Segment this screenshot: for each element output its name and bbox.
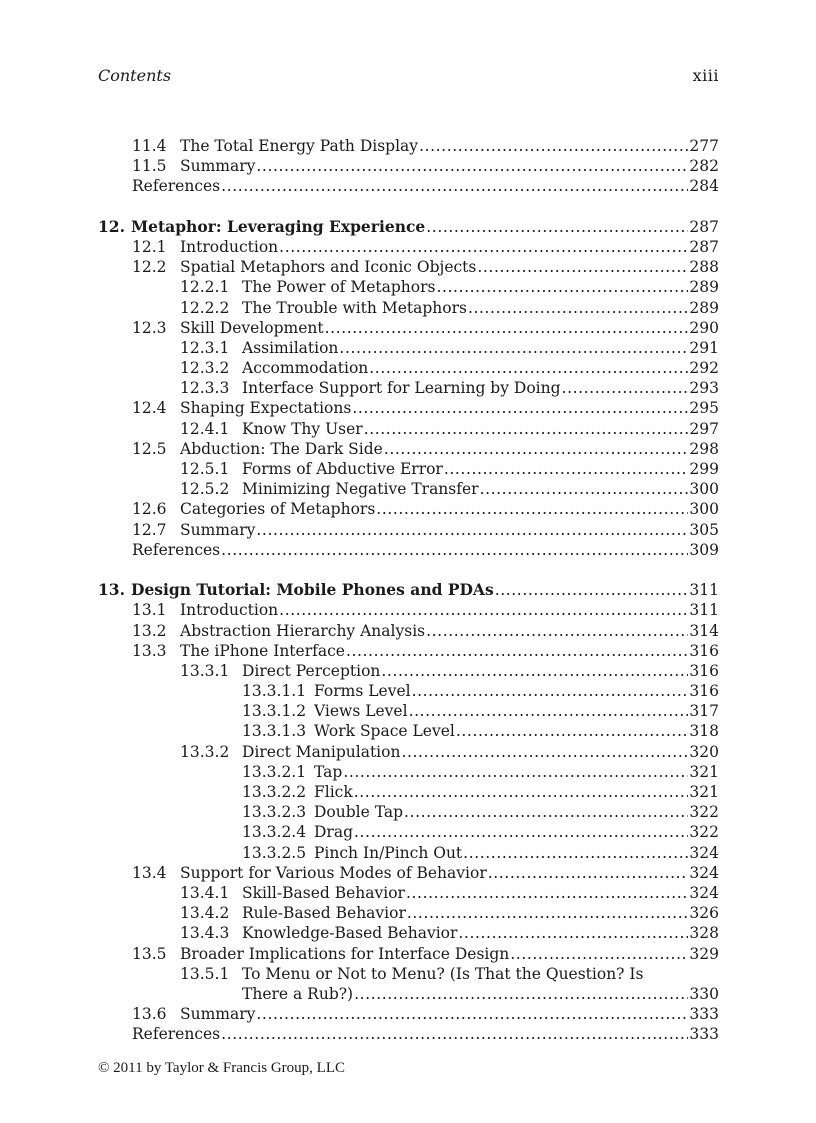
toc-entry[interactable] bbox=[98, 621, 719, 641]
toc-entry-page: 311 bbox=[689, 581, 719, 600]
toc-entry-title: Accommodation bbox=[242, 359, 369, 378]
toc-entry[interactable] bbox=[98, 176, 719, 196]
toc-entry-number: 13.3.1.3 bbox=[242, 722, 307, 741]
toc-entry[interactable] bbox=[98, 782, 719, 802]
toc-entry-page: 324 bbox=[689, 863, 719, 882]
toc-entry-title: Abduction: The Dark Side bbox=[180, 439, 383, 458]
toc-entry-title: Know Thy User bbox=[242, 419, 363, 438]
toc-entry-title: Abstraction Hierarchy Analysis bbox=[180, 621, 426, 640]
toc-entry-number: 11.4 bbox=[132, 137, 167, 155]
toc-entry-title: Summary bbox=[180, 520, 256, 539]
toc-entry-number: 13.6 bbox=[132, 1005, 167, 1024]
dot-leader bbox=[384, 439, 689, 459]
toc-entry-number: 12.3.1 bbox=[180, 338, 230, 357]
dot-leader bbox=[409, 701, 689, 721]
toc-entry-number: 13.3.2.2 bbox=[242, 783, 307, 801]
toc-entry[interactable] bbox=[98, 237, 719, 257]
toc-entry-page: 292 bbox=[689, 359, 719, 378]
toc-entry[interactable] bbox=[98, 136, 719, 156]
toc-entry[interactable] bbox=[98, 459, 719, 479]
dot-leader bbox=[325, 318, 689, 338]
copyright-notice: © 2011 by Taylor & Francis Group, LLC bbox=[98, 1060, 345, 1076]
toc-entry-title: Views Level bbox=[314, 702, 408, 721]
dot-leader bbox=[221, 1024, 688, 1044]
toc-entry-number: 13.1 bbox=[132, 601, 167, 620]
toc-entry-title: The iPhone Interface bbox=[180, 641, 345, 660]
toc-entry-number: 13.4 bbox=[132, 863, 167, 882]
toc-entry-number: 12.3.2 bbox=[180, 359, 230, 378]
toc-entry[interactable] bbox=[98, 398, 719, 418]
toc-entry-number: 13.4.1 bbox=[180, 883, 230, 902]
toc-entry[interactable] bbox=[98, 903, 719, 923]
running-head bbox=[98, 66, 719, 88]
toc-entry-page: 322 bbox=[689, 803, 719, 822]
toc-entry-number: 12. bbox=[98, 216, 125, 236]
toc-entry-title: To Menu or Not to Menu? (Is That the Question? Is bbox=[242, 964, 644, 983]
toc-entry-page: 309 bbox=[689, 540, 719, 559]
toc-entry-number: 13.4.3 bbox=[180, 924, 230, 943]
toc-entry-number: 12.4.1 bbox=[180, 419, 230, 438]
toc-entry[interactable] bbox=[98, 1004, 719, 1024]
toc-entry-number: 12.3.3 bbox=[180, 379, 230, 398]
toc-entry[interactable] bbox=[98, 701, 719, 721]
toc-entry-title: Tap bbox=[314, 762, 343, 781]
dot-leader bbox=[477, 257, 688, 277]
toc-entry-title: The Trouble with Metaphors bbox=[242, 298, 467, 317]
toc-entry-title: Work Space Level bbox=[314, 722, 455, 741]
toc-entry[interactable] bbox=[98, 156, 719, 176]
toc-entry-title: Design Tutorial: Mobile Phones and PDAs bbox=[131, 580, 494, 600]
toc-entry-page: 324 bbox=[689, 883, 719, 902]
toc-entry-title: Metaphor: Leveraging Experience bbox=[131, 216, 426, 236]
toc-entry-number: 13.5 bbox=[132, 944, 167, 963]
toc-entry-page: 298 bbox=[689, 439, 719, 458]
toc-entry[interactable] bbox=[98, 762, 719, 782]
toc-entry-page: 321 bbox=[689, 783, 719, 801]
toc-entry[interactable] bbox=[98, 681, 719, 701]
toc-entry-number: 12.2.1 bbox=[180, 278, 230, 297]
toc-entry[interactable] bbox=[98, 479, 719, 499]
toc-entry[interactable] bbox=[98, 419, 719, 439]
toc-entry-page: 282 bbox=[689, 157, 719, 176]
toc-entry-title: Double Tap bbox=[314, 803, 404, 822]
toc-entry[interactable] bbox=[98, 338, 719, 358]
toc-entry-number: 12.7 bbox=[132, 520, 167, 539]
toc-entry-page: 326 bbox=[689, 904, 719, 923]
toc-entry-title: Skill Development bbox=[180, 318, 324, 337]
toc-entry-page: 314 bbox=[689, 621, 719, 640]
toc-entry-page: 316 bbox=[689, 682, 719, 701]
toc-entry-number: 13.3 bbox=[132, 641, 167, 660]
dot-leader bbox=[444, 459, 689, 479]
dot-leader bbox=[480, 479, 689, 499]
toc-entry-title: Interface Support for Learning by Doing bbox=[242, 379, 561, 398]
toc-entry-page: 333 bbox=[689, 1025, 719, 1044]
toc-entry-page: 328 bbox=[689, 924, 719, 943]
toc-entry-number: 13.3.1.1 bbox=[242, 682, 307, 701]
toc-entry-page: 295 bbox=[689, 399, 719, 418]
dot-leader bbox=[221, 540, 688, 560]
dot-leader bbox=[346, 641, 688, 661]
dot-leader bbox=[406, 883, 688, 903]
toc-entry[interactable] bbox=[98, 1024, 719, 1044]
toc-entry-title: Skill-Based Behavior bbox=[242, 883, 405, 902]
toc-entry-page: 293 bbox=[689, 379, 719, 398]
toc-entry-title: Direct Manipulation bbox=[242, 742, 401, 761]
toc-entry-page: 316 bbox=[689, 661, 719, 680]
page-number: xiii bbox=[692, 66, 719, 85]
toc-entry-title: Summary bbox=[180, 1005, 256, 1024]
dot-leader bbox=[419, 136, 688, 156]
toc-entry-title: Direct Perception bbox=[242, 661, 381, 680]
toc-entry-number: 12.4 bbox=[132, 399, 167, 418]
toc-entry-title: Knowledge-Based Behavior bbox=[242, 924, 458, 943]
dot-leader bbox=[256, 1004, 688, 1024]
toc-entry-title: Minimizing Negative Transfer bbox=[242, 480, 479, 499]
dot-leader bbox=[279, 237, 688, 257]
toc-entry-number: 12.5.1 bbox=[180, 460, 230, 478]
toc-entry-title: References bbox=[132, 1025, 221, 1044]
dot-leader bbox=[339, 338, 688, 358]
toc-entry-number: 13.3.2.1 bbox=[242, 762, 307, 781]
toc-entry-page: 297 bbox=[689, 419, 719, 438]
toc-entry[interactable] bbox=[98, 863, 719, 883]
toc-entry-title: There a Rub?) bbox=[242, 984, 354, 1003]
toc-entry[interactable] bbox=[98, 641, 719, 661]
toc-entry[interactable] bbox=[98, 944, 719, 964]
dot-leader bbox=[401, 742, 688, 762]
toc-entry-page: 289 bbox=[689, 278, 719, 297]
toc-entry-page: 289 bbox=[689, 298, 719, 317]
toc-entry[interactable] bbox=[98, 661, 719, 681]
toc-entry-title: Flick bbox=[314, 783, 353, 801]
dot-leader bbox=[364, 419, 689, 439]
dot-leader bbox=[279, 600, 688, 620]
toc-entry-page: 299 bbox=[689, 460, 719, 478]
toc-entry-title: Introduction bbox=[180, 237, 279, 256]
toc-entry-continuation[interactable] bbox=[98, 984, 719, 1004]
toc-entry[interactable] bbox=[98, 802, 719, 822]
toc-entry-page: 288 bbox=[689, 258, 719, 277]
toc-entry-page: 321 bbox=[689, 762, 719, 781]
toc-entry-page: 300 bbox=[689, 500, 719, 519]
toc-entry[interactable] bbox=[98, 883, 719, 903]
dot-leader bbox=[354, 782, 689, 802]
toc-entry-title: Support for Various Modes of Behavior bbox=[180, 863, 487, 882]
toc-entry-page: 300 bbox=[689, 480, 719, 499]
toc-entry[interactable] bbox=[98, 499, 719, 519]
toc-entry-title: References bbox=[132, 540, 221, 559]
toc-entry-number: 13.3.2.3 bbox=[242, 803, 307, 822]
dot-leader bbox=[412, 681, 689, 701]
toc-entry-title: Spatial Metaphors and Iconic Objects bbox=[180, 258, 477, 277]
toc-entry-page: 277 bbox=[689, 137, 719, 155]
toc-entry[interactable] bbox=[98, 277, 719, 297]
toc-entry[interactable] bbox=[98, 843, 719, 863]
toc-entry-number: 13.4.2 bbox=[180, 904, 230, 923]
toc-entry-number: 12.1 bbox=[132, 237, 167, 256]
dot-leader bbox=[426, 621, 688, 641]
toc-chapter-entry[interactable] bbox=[98, 580, 719, 600]
toc-entry-page: 287 bbox=[689, 237, 719, 256]
toc-entry-number: 12.3 bbox=[132, 318, 167, 337]
toc-entry-page: 316 bbox=[689, 641, 719, 660]
toc-entry-title: Categories of Metaphors bbox=[180, 500, 376, 519]
dot-leader bbox=[352, 398, 688, 418]
toc-entry-number: 11.5 bbox=[132, 157, 167, 176]
dot-leader bbox=[256, 156, 688, 176]
dot-leader bbox=[426, 217, 688, 237]
toc-entry[interactable] bbox=[98, 298, 719, 318]
toc-chapter-entry[interactable] bbox=[98, 217, 719, 237]
toc-entry[interactable] bbox=[98, 964, 719, 984]
dot-leader bbox=[488, 863, 689, 883]
toc-entry-title: Broader Implications for Interface Design bbox=[180, 944, 510, 963]
toc-entry-page: 305 bbox=[689, 520, 719, 539]
toc-entry-title: The Total Energy Path Display bbox=[180, 137, 419, 155]
toc-entry[interactable] bbox=[98, 721, 719, 741]
running-head-section: Contents bbox=[98, 66, 172, 85]
toc-entry[interactable] bbox=[98, 822, 719, 842]
toc-entry-title: Introduction bbox=[180, 601, 279, 620]
dot-leader bbox=[468, 298, 688, 318]
dot-leader bbox=[510, 944, 688, 964]
toc-entry-number: 12.6 bbox=[132, 500, 167, 519]
dot-leader bbox=[354, 822, 688, 842]
toc-entry-title: Pinch In/Pinch Out bbox=[314, 843, 463, 862]
toc-entry-page: 284 bbox=[689, 177, 719, 196]
toc-entry-number: 13.3.2.4 bbox=[242, 823, 307, 842]
dot-leader bbox=[221, 176, 688, 196]
toc-entry-page: 318 bbox=[689, 722, 719, 741]
toc-entry-number: 12.2.2 bbox=[180, 298, 230, 317]
toc-entry-title: Forms Level bbox=[314, 682, 411, 701]
dot-leader bbox=[458, 923, 688, 943]
dot-leader bbox=[381, 661, 688, 681]
toc-entry[interactable] bbox=[98, 318, 719, 338]
dot-leader bbox=[436, 277, 688, 297]
toc-entry[interactable] bbox=[98, 378, 719, 398]
toc-entry-page: 324 bbox=[689, 843, 719, 862]
dot-leader bbox=[495, 580, 689, 600]
toc-entry[interactable] bbox=[98, 520, 719, 540]
toc-entry-number: 13.5.1 bbox=[180, 964, 230, 983]
table-of-contents bbox=[98, 136, 719, 1044]
dot-leader bbox=[376, 499, 688, 519]
dot-leader bbox=[456, 721, 689, 741]
dot-leader bbox=[463, 843, 688, 863]
toc-entry-title: Summary bbox=[180, 157, 256, 176]
dot-leader bbox=[369, 358, 688, 378]
toc-entry-number: 12.5.2 bbox=[180, 480, 230, 499]
toc-entry-title: Drag bbox=[314, 823, 353, 842]
toc-entry-page: 291 bbox=[689, 338, 719, 357]
toc-entry-number: 13. bbox=[98, 580, 125, 600]
toc-entry-title: Assimilation bbox=[242, 338, 339, 357]
toc-entry-page: 329 bbox=[689, 944, 719, 963]
toc-entry[interactable] bbox=[98, 742, 719, 762]
dot-leader bbox=[404, 802, 688, 822]
dot-leader bbox=[562, 378, 689, 398]
toc-entry-page: 333 bbox=[689, 1005, 719, 1024]
toc-entry-title: The Power of Metaphors bbox=[242, 278, 436, 297]
toc-entry-title: Forms of Abductive Error bbox=[242, 460, 443, 478]
toc-entry-title: References bbox=[132, 177, 221, 196]
dot-leader bbox=[354, 984, 688, 1004]
toc-entry-number: 13.3.2.5 bbox=[242, 843, 307, 862]
toc-entry-page: 311 bbox=[689, 601, 719, 620]
toc-entry-number: 12.5 bbox=[132, 439, 167, 458]
dot-leader bbox=[256, 520, 688, 540]
toc-entry-title: Shaping Expectations bbox=[180, 399, 352, 418]
toc-entry[interactable] bbox=[98, 439, 719, 459]
toc-entry-page: 290 bbox=[689, 318, 719, 337]
toc-entry-title: Rule-Based Behavior bbox=[242, 904, 406, 923]
toc-entry-page: 317 bbox=[689, 702, 719, 721]
toc-entry[interactable] bbox=[98, 600, 719, 620]
toc-entry-number: 12.2 bbox=[132, 258, 167, 277]
toc-entry-page: 322 bbox=[689, 823, 719, 842]
toc-entry-page: 287 bbox=[689, 217, 719, 236]
toc-entry-number: 13.3.1.2 bbox=[242, 702, 307, 721]
toc-entry-page: 320 bbox=[689, 742, 719, 761]
toc-entry-page: 330 bbox=[689, 984, 719, 1003]
dot-leader bbox=[407, 903, 689, 923]
toc-entry-number: 13.2 bbox=[132, 621, 167, 640]
toc-entry-number: 13.3.2 bbox=[180, 742, 230, 761]
dot-leader bbox=[343, 762, 688, 782]
toc-entry[interactable] bbox=[98, 540, 719, 560]
toc-entry[interactable] bbox=[98, 257, 719, 277]
toc-entry[interactable] bbox=[98, 923, 719, 943]
toc-entry-number: 13.3.1 bbox=[180, 661, 230, 680]
toc-entry[interactable] bbox=[98, 358, 719, 378]
